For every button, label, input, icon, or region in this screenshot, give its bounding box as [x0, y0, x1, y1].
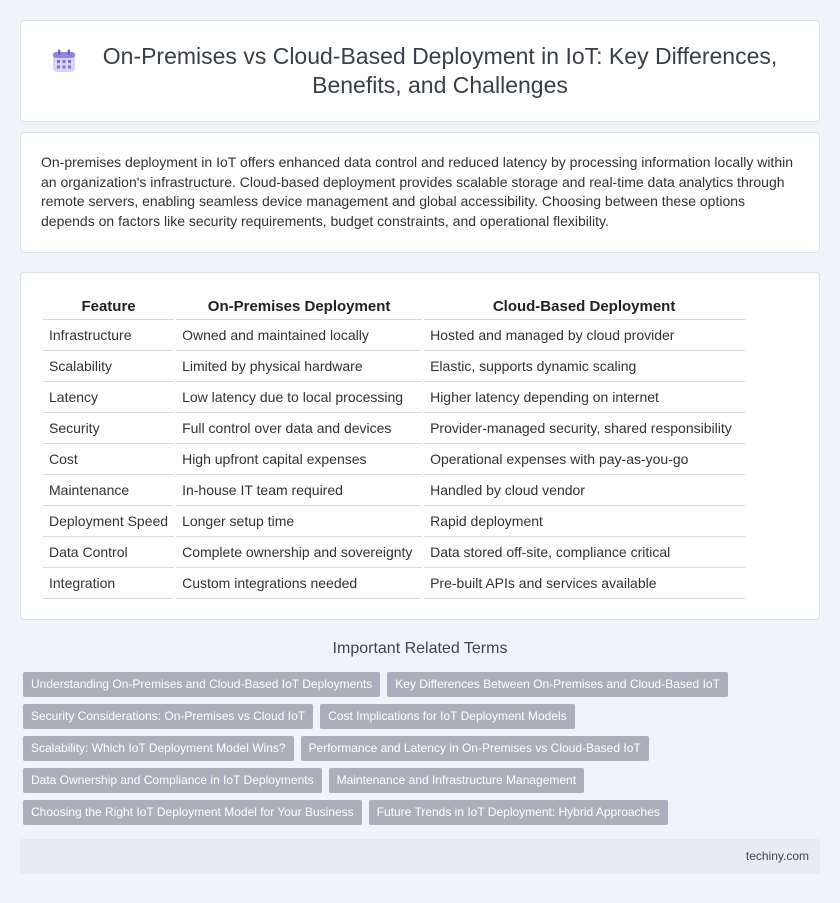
table-row [42, 412, 745, 443]
related-term-link[interactable]: Key Differences Between On-Premises and Cloud-Based IoT [387, 672, 728, 697]
table-cell: Data Control [42, 536, 175, 567]
related-terms-list [23, 672, 823, 832]
calendar-grid-icon [51, 48, 77, 74]
table-cell: Security [42, 412, 175, 443]
footer [20, 839, 820, 874]
related-term-link[interactable]: Cost Implications for IoT Deployment Models [320, 704, 575, 729]
table-cell: High upfront capital expenses [175, 443, 423, 474]
table-cell: Operational expenses with pay-as-you-go [423, 443, 745, 474]
table-row [42, 567, 745, 598]
related-term-link[interactable]: Security Considerations: On-Premises vs Cloud IoT [23, 704, 313, 729]
table-row [42, 505, 745, 536]
table-cell: Owned and maintained locally [175, 319, 423, 350]
related-terms-heading: Important Related Terms [332, 640, 508, 657]
related-term-link[interactable]: Choosing the Right IoT Deployment Model for Your Business [23, 800, 362, 825]
table-row [42, 319, 745, 350]
column-header-cloud: Cloud-Based Deployment [423, 295, 745, 319]
table-cell: Limited by physical hardware [175, 350, 423, 381]
table-cell: Pre-built APIs and services available [423, 567, 745, 598]
table-cell: Deployment Speed [42, 505, 175, 536]
related-term-link[interactable]: Data Ownership and Compliance in IoT Deployments [23, 768, 322, 793]
table-cell: Elastic, supports dynamic scaling [423, 350, 745, 381]
table-cell: Higher latency depending on internet [423, 381, 745, 412]
column-header-on-premises: On-Premises Deployment [175, 295, 423, 319]
related-term-link[interactable]: Understanding On-Premises and Cloud-Based IoT Deployments [23, 672, 380, 697]
table-cell: Integration [42, 567, 175, 598]
table-cell: Data stored off-site, compliance critical [423, 536, 745, 567]
table-cell: Hosted and managed by cloud provider [423, 319, 745, 350]
table-cell: Latency [42, 381, 175, 412]
table-cell: Low latency due to local processing [175, 381, 423, 412]
page-title: On-Premises vs Cloud-Based Deployment in IoT: Key Differences, Benefits, and Challenges [102, 43, 778, 98]
footer-site-link[interactable]: techiny.com [745, 849, 809, 863]
table-row [42, 443, 745, 474]
table-cell: Custom integrations needed [175, 567, 423, 598]
table-row [42, 474, 745, 505]
table-cell: Complete ownership and sovereignty [175, 536, 423, 567]
table-row [42, 536, 745, 567]
table-cell: Longer setup time [175, 505, 423, 536]
related-term-link[interactable]: Maintenance and Infrastructure Management [329, 768, 584, 793]
table-row [42, 350, 745, 381]
table-cell: Infrastructure [42, 319, 175, 350]
related-term-link[interactable]: Future Trends in IoT Deployment: Hybrid Approaches [369, 800, 668, 825]
table-cell: Provider-managed security, shared responsibility [423, 412, 745, 443]
title-card [20, 20, 820, 122]
comparison-table-card [20, 272, 820, 620]
table-header-row [42, 295, 745, 319]
comparison-table [41, 295, 745, 599]
related-term-link[interactable]: Performance and Latency in On-Premises vs Cloud-Based IoT [301, 736, 649, 761]
intro-card [20, 132, 820, 253]
table-cell: Rapid deployment [423, 505, 745, 536]
table-cell: Cost [42, 443, 175, 474]
table-row [42, 381, 745, 412]
table-cell: Handled by cloud vendor [423, 474, 745, 505]
column-header-feature: Feature [42, 295, 175, 319]
table-cell: Full control over data and devices [175, 412, 423, 443]
table-cell: Maintenance [42, 474, 175, 505]
intro-paragraph: On-premises deployment in IoT offers enhanced data control and reduced latency by processing information locally within an organization's infrastructure. Cloud-based deployment provides scalable storage and real-time data analytics through remote servers, enabling seamless device management and global accessibility. Choosing between these options depends on factors like security requirements, budget constraints, and operational flexibility. [41, 154, 794, 229]
table-cell: In-house IT team required [175, 474, 423, 505]
table-cell: Scalability [42, 350, 175, 381]
related-term-link[interactable]: Scalability: Which IoT Deployment Model Wins? [23, 736, 294, 761]
